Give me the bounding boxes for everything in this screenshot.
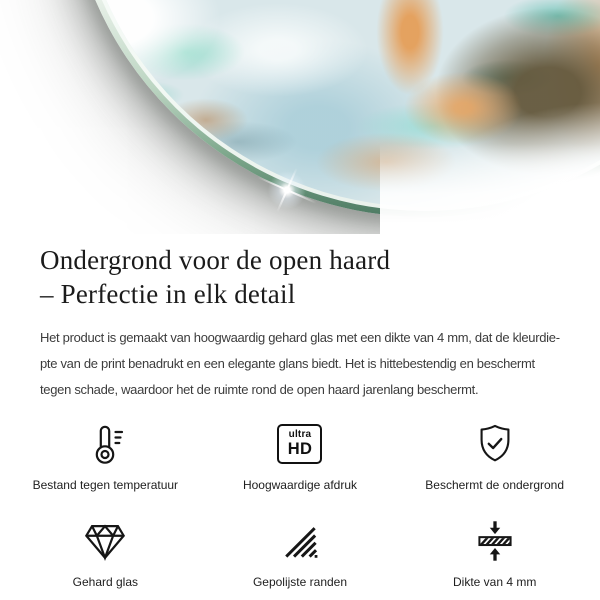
- feature-label: Bestand tegen temperatuur: [32, 478, 179, 492]
- shield-check-icon: [472, 418, 518, 470]
- ultra-hd-text-bottom: HD: [287, 440, 313, 459]
- feature-print-quality: [203, 418, 398, 492]
- polished-edges-icon: [278, 515, 322, 567]
- feature-label: Hoogwaardige afdruk: [242, 478, 358, 492]
- thermometer-icon: [81, 418, 129, 470]
- page-title-line2: – Perfectie in elk detail: [40, 279, 296, 309]
- feature-label: Dikte van 4 mm: [452, 575, 537, 589]
- description-line: Het product is gemaakt van hoogwaardig gehard glas met een dikte van 4 mm, dat de kleurdie-: [40, 330, 560, 345]
- feature-thickness: [397, 515, 592, 589]
- features-grid: [8, 418, 592, 589]
- page-title: [40, 243, 560, 311]
- ultra-hd-text-top: ultra: [288, 429, 312, 441]
- diamond-icon: [80, 515, 130, 567]
- product-image: [0, 0, 600, 234]
- feature-label: Gehard glas: [72, 575, 139, 589]
- page-title-line1: Ondergrond voor de open haard: [40, 245, 391, 275]
- description-line: tegen schade, waardoor het de ruimte rond de open haard jarenlang beschermt.: [40, 382, 479, 397]
- feature-temperature: [8, 418, 203, 492]
- ultra-hd-icon: [277, 418, 322, 470]
- product-description: [40, 325, 560, 403]
- feature-polished-edges: [203, 515, 398, 589]
- feature-label: Gepolijste randen: [252, 575, 348, 589]
- feature-label: Beschermt de ondergrond: [425, 478, 565, 492]
- description-line: pte van de print benadrukt en een elegante glans biedt. Het is hittebestendig en beschermt: [40, 356, 535, 371]
- thickness-icon: [473, 515, 517, 567]
- feature-tempered-glass: [8, 515, 203, 589]
- image-fade-bottom: [380, 134, 600, 234]
- feature-protection: [397, 418, 592, 492]
